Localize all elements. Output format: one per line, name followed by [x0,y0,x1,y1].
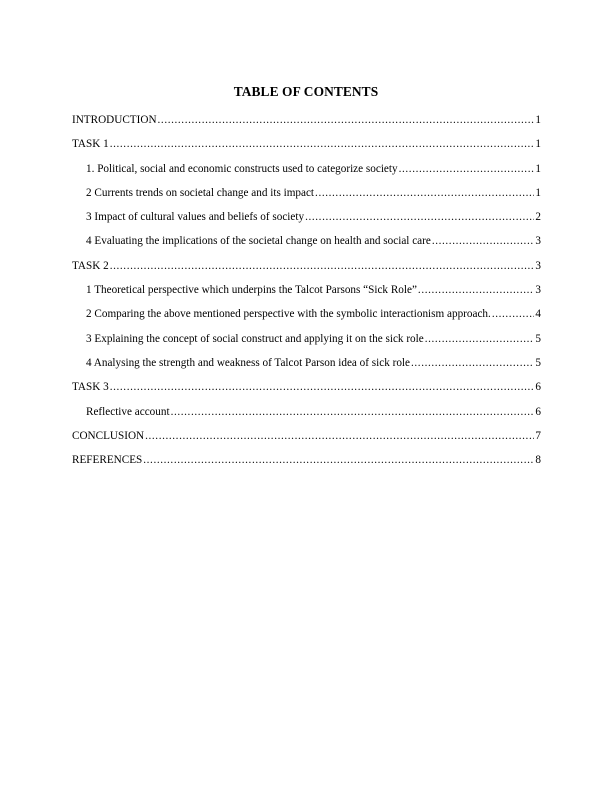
dot-leader [432,234,535,248]
dot-leader [110,259,535,273]
toc-page-number: 5 [535,332,541,345]
toc-page-number: 1 [535,186,541,199]
toc-entry-label: TASK 2 [72,259,109,272]
toc-entry-label: TASK 3 [72,381,109,394]
dot-leader [158,113,535,127]
dot-leader [305,210,534,224]
toc-entry-task-1-4[interactable] [72,234,541,258]
dot-leader [145,429,534,443]
toc-entry-reflective-account[interactable] [72,405,541,429]
dot-leader [171,405,535,419]
toc-page-number: 6 [535,381,541,394]
toc-entry-task-1-1[interactable] [72,162,541,186]
toc-page-number: 1 [535,114,541,126]
toc-page-number: 1 [535,138,541,151]
toc-entry-label: 3 Impact of cultural values and beliefs of society [86,211,305,224]
toc-page-number: 2 [535,211,541,224]
dot-leader [399,162,535,176]
toc-page-number: 6 [535,405,541,418]
toc-entry-label: 3 Explaining the concept of social construct and applying it on the sick role [86,332,424,345]
toc-title: TABLE OF CONTENTS [233,84,379,99]
toc-page-number: 8 [535,454,541,467]
dot-leader [143,453,534,467]
toc-entry-label: 2 Currents trends on societal change and its impact [86,186,315,199]
toc-entry-label: 4 Evaluating the implications of the societal change on health and social care [86,235,431,248]
toc-page-number: 3 [535,235,541,248]
dot-leader [411,356,534,370]
toc-entry-task-3[interactable] [72,380,541,404]
toc-page-number: 3 [535,284,541,297]
dot-leader [425,332,535,346]
toc-page-number: 5 [535,356,541,369]
toc-entry-conclusion[interactable] [72,429,541,453]
toc-entry-label: INTRODUCTION [72,114,157,126]
dot-leader [110,380,535,394]
dot-leader [315,186,534,200]
toc-entry-label: 1. Political, social and economic constructs used to categorize society [86,162,398,175]
toc-entry-task-1-3[interactable] [72,210,541,234]
toc-page-number: 1 [535,162,541,175]
toc-entry-task-1-2[interactable] [72,186,541,210]
table-of-contents [72,113,541,477]
toc-entry-introduction[interactable] [72,113,541,137]
toc-entry-label: Reflective account [86,405,170,418]
toc-entry-task-2-2[interactable] [72,307,541,331]
toc-entry-task-2-4[interactable] [72,356,541,380]
toc-entry-label: 4 Analysing the strength and weakness of Talcot Parson idea of sick role [86,356,410,369]
toc-entry-label: 1 Theoretical perspective which underpins the Talcot Parsons “Sick Role” [86,284,417,297]
toc-entry-references[interactable] [72,453,541,477]
toc-entry-label: CONCLUSION [72,429,145,442]
toc-page-number: 4 [535,308,541,321]
dot-leader [110,137,535,151]
toc-page-number: 7 [535,429,541,442]
toc-entry-task-2[interactable] [72,259,541,283]
dot-leader [492,307,535,321]
toc-entry-task-1[interactable] [72,137,541,161]
toc-page-number: 3 [535,259,541,272]
toc-entry-task-2-3[interactable] [72,332,541,356]
toc-entry-task-2-1[interactable] [72,283,541,307]
dot-leader [418,283,534,297]
toc-entry-label: TASK 1 [72,138,109,151]
toc-entry-label: 2 Comparing the above mentioned perspective with the symbolic interactionism approach. [86,308,491,321]
toc-entry-label: REFERENCES [72,454,143,467]
